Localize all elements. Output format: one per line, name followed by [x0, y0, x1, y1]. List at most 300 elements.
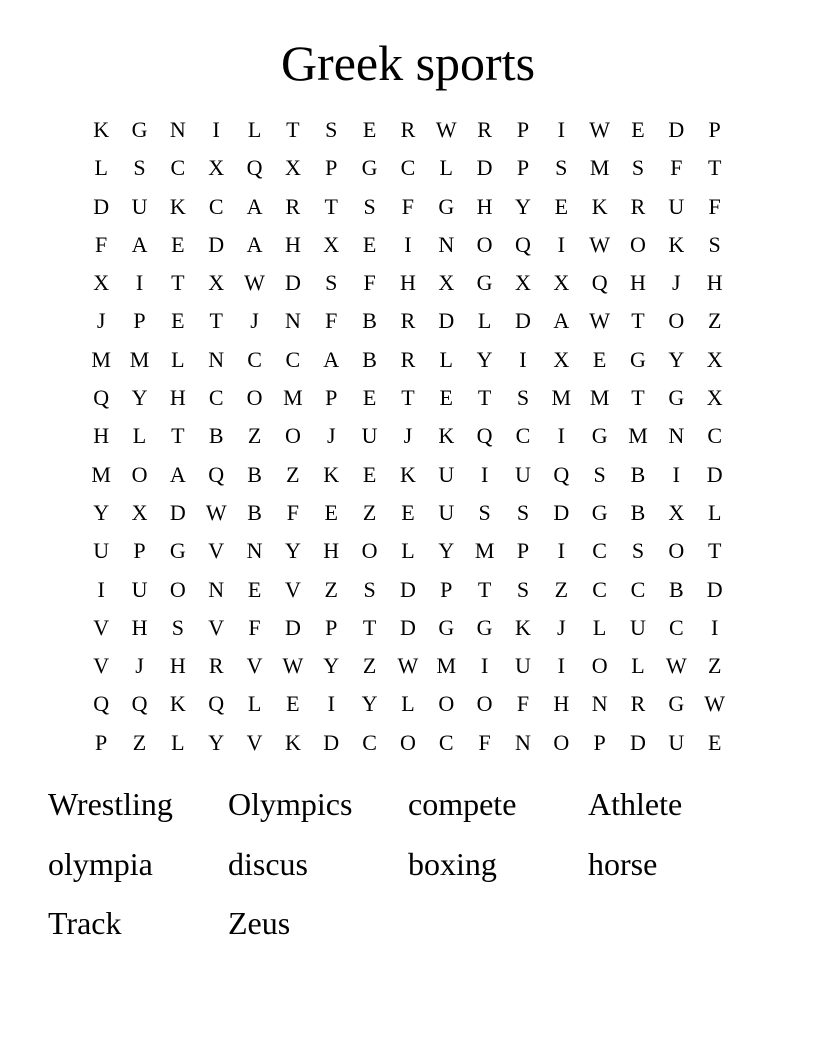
grid-cell[interactable]: N: [208, 346, 225, 372]
grid-cell[interactable]: Q: [476, 423, 493, 449]
grid-cell[interactable]: U: [93, 538, 110, 564]
grid-cell[interactable]: S: [593, 461, 606, 487]
grid-cell[interactable]: P: [516, 117, 530, 142]
grid-cell[interactable]: E: [286, 691, 300, 717]
grid-cell[interactable]: I: [212, 117, 220, 142]
word-list-item: compete: [408, 786, 517, 822]
grid-cell[interactable]: X: [131, 499, 148, 525]
grid-cell[interactable]: O: [630, 231, 646, 257]
grid-cell[interactable]: E: [171, 308, 185, 334]
grid-cell[interactable]: I: [557, 423, 565, 449]
grid-cell[interactable]: K: [399, 461, 416, 487]
grid-cell[interactable]: Q: [208, 461, 225, 487]
grid-cell[interactable]: U: [515, 461, 531, 487]
grid-cell[interactable]: K: [93, 117, 110, 142]
grid-cell[interactable]: H: [169, 653, 186, 679]
grid-cell[interactable]: G: [438, 193, 455, 219]
grid-cell[interactable]: F: [363, 270, 376, 296]
grid-cell[interactable]: D: [476, 155, 493, 181]
grid-cell[interactable]: U: [361, 423, 378, 449]
grid-cell[interactable]: T: [707, 155, 722, 181]
grid-cell[interactable]: T: [631, 308, 645, 334]
grid-cell[interactable]: U: [131, 576, 148, 602]
grid-cell[interactable]: W: [205, 499, 227, 525]
grid-cell[interactable]: W: [589, 231, 611, 257]
grid-cell[interactable]: E: [362, 385, 377, 411]
grid-cell[interactable]: I: [711, 614, 719, 640]
grid-cell[interactable]: C: [208, 193, 224, 219]
grid-cell[interactable]: W: [665, 653, 687, 679]
grid-cell[interactable]: R: [400, 117, 416, 142]
grid-cell[interactable]: D: [399, 576, 416, 602]
grid-cell[interactable]: P: [708, 117, 721, 142]
grid-cell[interactable]: B: [630, 461, 646, 487]
grid-cell[interactable]: Z: [554, 576, 569, 602]
grid-cell[interactable]: E: [362, 117, 377, 142]
grid-cell[interactable]: H: [323, 538, 340, 564]
grid-cell[interactable]: G: [591, 423, 608, 449]
grid-cell[interactable]: E: [362, 461, 377, 487]
grid-cell[interactable]: S: [363, 576, 376, 602]
grid-cell[interactable]: D: [553, 499, 570, 525]
grid-cell[interactable]: N: [208, 576, 225, 602]
grid-cell[interactable]: Y: [515, 193, 531, 219]
grid-cell[interactable]: T: [171, 423, 185, 449]
grid-cell[interactable]: U: [668, 193, 685, 219]
grid-cell[interactable]: V: [284, 576, 301, 602]
grid-cell[interactable]: F: [478, 729, 491, 755]
grid-cell[interactable]: O: [361, 538, 378, 564]
grid-cell[interactable]: P: [133, 538, 146, 564]
grid-cell[interactable]: K: [169, 193, 186, 219]
grid-cell[interactable]: O: [553, 729, 570, 755]
grid-cell[interactable]: W: [282, 653, 304, 679]
grid-cell[interactable]: X: [706, 385, 723, 411]
grid-cell[interactable]: S: [363, 193, 376, 219]
grid-cell[interactable]: U: [438, 461, 455, 487]
grid-cell[interactable]: X: [553, 346, 570, 372]
grid-cell[interactable]: M: [589, 155, 610, 181]
grid-cell[interactable]: C: [668, 614, 684, 640]
grid-cell[interactable]: L: [439, 155, 453, 181]
grid-cell[interactable]: G: [476, 614, 493, 640]
grid-cell[interactable]: X: [438, 270, 455, 296]
grid-cell[interactable]: U: [131, 193, 148, 219]
grid-cell[interactable]: H: [169, 385, 186, 411]
grid-cell[interactable]: D: [208, 231, 225, 257]
grid-cell[interactable]: G: [630, 346, 646, 372]
grid-cell[interactable]: U: [438, 499, 455, 525]
grid-cell[interactable]: A: [169, 461, 186, 487]
grid-cell[interactable]: H: [706, 270, 723, 296]
grid-cell[interactable]: O: [668, 538, 685, 564]
grid-cell[interactable]: P: [516, 538, 530, 564]
grid-cell[interactable]: O: [169, 576, 186, 602]
grid-cell[interactable]: Q: [246, 155, 263, 181]
grid-cell[interactable]: F: [670, 155, 683, 181]
grid-cell[interactable]: D: [706, 576, 723, 602]
grid-cell[interactable]: O: [668, 308, 685, 334]
grid-cell[interactable]: W: [704, 691, 726, 717]
grid-cell[interactable]: X: [284, 155, 301, 181]
grid-cell[interactable]: T: [707, 538, 722, 564]
grid-cell[interactable]: S: [133, 155, 146, 181]
grid-cell[interactable]: G: [476, 270, 493, 296]
grid-cell[interactable]: P: [133, 308, 146, 334]
grid-cell[interactable]: L: [439, 346, 453, 372]
grid-cell[interactable]: Q: [591, 270, 608, 296]
grid-cell[interactable]: O: [476, 231, 493, 257]
grid-cell[interactable]: C: [630, 576, 646, 602]
grid-cell[interactable]: F: [401, 193, 415, 219]
grid-cell[interactable]: B: [247, 461, 262, 487]
grid-cell[interactable]: Y: [361, 691, 378, 717]
grid-cell[interactable]: F: [708, 193, 721, 219]
grid-cell[interactable]: Y: [476, 346, 493, 372]
grid-row: [82, 302, 734, 340]
grid-cell[interactable]: J: [403, 423, 413, 449]
grid-cell[interactable]: E: [324, 499, 338, 525]
grid-cell[interactable]: P: [325, 614, 338, 640]
grid-cell[interactable]: Q: [93, 691, 110, 717]
grid-cell[interactable]: I: [97, 576, 105, 602]
grid-cell[interactable]: B: [362, 346, 377, 372]
grid-cell[interactable]: M: [551, 385, 572, 411]
grid-cell[interactable]: L: [171, 729, 185, 755]
grid-cell[interactable]: C: [592, 576, 607, 602]
grid-cell[interactable]: K: [515, 614, 531, 640]
grid-cell[interactable]: T: [171, 270, 185, 296]
grid-cell[interactable]: C: [400, 155, 416, 181]
grid-cell[interactable]: M: [283, 385, 303, 411]
grid-cell[interactable]: P: [593, 729, 606, 755]
grid-cell[interactable]: H: [630, 270, 646, 296]
grid-cell[interactable]: Y: [131, 385, 148, 411]
grid-cell[interactable]: I: [480, 653, 489, 679]
grid-cell[interactable]: D: [630, 729, 646, 755]
grid-cell[interactable]: T: [324, 193, 338, 219]
grid-cell[interactable]: K: [591, 193, 608, 219]
grid-cell[interactable]: L: [592, 614, 607, 640]
grid-cell[interactable]: F: [325, 308, 338, 334]
grid-cell[interactable]: I: [557, 117, 565, 142]
grid-cell[interactable]: Q: [553, 461, 570, 487]
grid-cell[interactable]: C: [515, 423, 531, 449]
grid-cell[interactable]: Q: [93, 385, 110, 411]
grid-cell[interactable]: C: [285, 346, 301, 372]
grid-cell[interactable]: T: [401, 385, 415, 411]
grid-cell[interactable]: R: [285, 193, 301, 219]
grid-cell[interactable]: L: [247, 691, 262, 717]
grid-cell[interactable]: C: [208, 385, 224, 411]
grid-cell[interactable]: Y: [93, 499, 110, 525]
grid-cell[interactable]: R: [400, 308, 416, 334]
grid-cell[interactable]: G: [591, 499, 608, 525]
grid-cell[interactable]: Z: [132, 729, 147, 755]
grid-cell[interactable]: B: [247, 499, 262, 525]
grid-cell[interactable]: N: [668, 423, 685, 449]
grid-cell[interactable]: M: [628, 423, 648, 449]
grid-cell[interactable]: L: [401, 538, 415, 564]
grid-cell[interactable]: G: [668, 691, 685, 717]
grid-cell[interactable]: A: [246, 231, 263, 257]
grid-cell[interactable]: Y: [208, 729, 225, 755]
grid-cell[interactable]: E: [362, 231, 377, 257]
grid-cell[interactable]: H: [131, 614, 148, 640]
grid-cell[interactable]: N: [246, 538, 263, 564]
grid-cell[interactable]: L: [132, 423, 147, 449]
grid-cell[interactable]: A: [131, 231, 148, 257]
grid-cell[interactable]: I: [557, 653, 565, 679]
grid-cell[interactable]: W: [589, 117, 611, 142]
grid-row: [82, 149, 734, 187]
grid-cell[interactable]: D: [399, 614, 416, 640]
grid-cell[interactable]: P: [325, 155, 338, 181]
grid-row: [82, 724, 734, 762]
grid-cell[interactable]: I: [557, 231, 565, 257]
grid-cell[interactable]: O: [438, 691, 455, 717]
grid-cell[interactable]: T: [286, 117, 300, 142]
grid-cell[interactable]: V: [208, 614, 225, 640]
grid-cell[interactable]: O: [131, 461, 148, 487]
grid-cell[interactable]: S: [708, 231, 721, 257]
grid-cell[interactable]: D: [438, 308, 455, 334]
grid-cell[interactable]: Q: [515, 231, 531, 257]
grid-cell[interactable]: I: [404, 231, 412, 257]
grid-cell[interactable]: M: [129, 346, 150, 372]
grid-cell[interactable]: L: [477, 308, 492, 334]
grid-cell[interactable]: J: [557, 614, 566, 640]
grid-cell[interactable]: F: [248, 614, 261, 640]
grid-cell[interactable]: B: [208, 423, 224, 449]
grid-cell[interactable]: R: [630, 691, 646, 717]
grid-cell[interactable]: R: [208, 653, 224, 679]
grid-cell[interactable]: K: [169, 691, 186, 717]
grid-cell[interactable]: Z: [247, 423, 262, 449]
grid-cell[interactable]: W: [244, 270, 265, 296]
grid-cell[interactable]: B: [668, 576, 684, 602]
grid-cell[interactable]: H: [476, 193, 493, 219]
grid-cell[interactable]: G: [438, 614, 455, 640]
grid-cell[interactable]: G: [169, 538, 186, 564]
grid-cell[interactable]: F: [95, 231, 108, 257]
grid-cell[interactable]: C: [438, 729, 454, 755]
grid-cell[interactable]: A: [553, 308, 570, 334]
grid-cell[interactable]: I: [480, 461, 489, 487]
grid-cell[interactable]: S: [516, 576, 530, 602]
grid-cell[interactable]: F: [516, 691, 530, 717]
grid-cell[interactable]: N: [284, 308, 301, 334]
grid-cell[interactable]: D: [284, 270, 301, 296]
grid-cell[interactable]: U: [630, 614, 646, 640]
grid-cell[interactable]: I: [519, 346, 527, 372]
grid-cell[interactable]: W: [397, 653, 419, 679]
grid-cell[interactable]: F: [286, 499, 300, 525]
grid-cell[interactable]: L: [247, 117, 262, 142]
grid-cell[interactable]: E: [401, 499, 415, 525]
grid-cell[interactable]: S: [631, 155, 645, 181]
grid-cell[interactable]: Y: [668, 346, 685, 372]
grid-row: [82, 226, 734, 264]
grid-cell[interactable]: X: [668, 499, 685, 525]
grid-cell[interactable]: S: [325, 117, 338, 142]
grid-cell[interactable]: M: [436, 653, 457, 679]
grid-cell[interactable]: B: [630, 499, 646, 525]
grid-cell[interactable]: C: [247, 346, 262, 372]
grid-row: [82, 264, 734, 302]
grid-cell[interactable]: J: [672, 270, 681, 296]
grid-cell[interactable]: Z: [707, 308, 722, 334]
grid-cell[interactable]: O: [399, 729, 416, 755]
grid-cell[interactable]: L: [171, 346, 185, 372]
grid-cell[interactable]: S: [516, 385, 530, 411]
grid-cell[interactable]: V: [93, 614, 110, 640]
grid-cell[interactable]: K: [438, 423, 455, 449]
grid-cell[interactable]: R: [630, 193, 646, 219]
grid-cell[interactable]: G: [361, 155, 378, 181]
grid-cell[interactable]: G: [131, 117, 148, 142]
grid-cell[interactable]: C: [707, 423, 723, 449]
grid-cell[interactable]: K: [284, 729, 301, 755]
grid-cell[interactable]: X: [515, 270, 531, 296]
grid-cell[interactable]: Q: [208, 691, 225, 717]
grid-cell[interactable]: D: [668, 117, 685, 142]
grid-cell[interactable]: R: [400, 346, 416, 372]
grid-cell[interactable]: M: [474, 538, 495, 564]
grid-row: [82, 494, 734, 532]
grid-cell[interactable]: R: [477, 117, 492, 142]
grid-cell[interactable]: T: [477, 576, 492, 602]
grid-cell[interactable]: D: [93, 193, 110, 219]
grid-cell[interactable]: V: [246, 653, 263, 679]
grid-cell[interactable]: S: [171, 614, 184, 640]
grid-cell[interactable]: X: [93, 270, 110, 296]
grid-cell[interactable]: I: [327, 691, 335, 717]
grid-cell[interactable]: P: [440, 576, 453, 602]
grid-cell[interactable]: N: [515, 729, 531, 755]
grid-cell[interactable]: O: [591, 653, 608, 679]
grid-cell[interactable]: U: [515, 653, 531, 679]
grid-cell[interactable]: H: [553, 691, 570, 717]
grid-cell[interactable]: C: [362, 729, 377, 755]
grid-cell[interactable]: D: [706, 461, 723, 487]
grid-row: [82, 417, 734, 455]
grid-cell[interactable]: Z: [362, 499, 377, 525]
grid-cell[interactable]: L: [401, 691, 415, 717]
grid-cell[interactable]: H: [284, 231, 301, 257]
grid-cell[interactable]: Z: [324, 576, 338, 602]
grid-cell[interactable]: D: [169, 499, 186, 525]
grid-cell[interactable]: O: [284, 423, 301, 449]
grid-cell[interactable]: N: [591, 691, 608, 717]
grid-cell[interactable]: S: [325, 270, 338, 296]
grid-cell[interactable]: I: [672, 461, 680, 487]
grid-cell[interactable]: T: [209, 308, 223, 334]
grid-cell[interactable]: J: [250, 308, 259, 334]
grid-cell[interactable]: K: [323, 461, 340, 487]
grid-cell[interactable]: W: [589, 308, 611, 334]
grid-cell[interactable]: X: [208, 270, 225, 296]
grid-cell[interactable]: S: [478, 499, 491, 525]
grid-cell[interactable]: M: [589, 385, 610, 411]
grid-cell[interactable]: X: [706, 346, 723, 372]
grid-cell[interactable]: P: [325, 385, 338, 411]
grid-cell[interactable]: P: [516, 155, 530, 181]
grid-cell[interactable]: D: [515, 308, 531, 334]
grid-cell[interactable]: J: [135, 653, 144, 679]
grid-cell[interactable]: Z: [707, 653, 722, 679]
grid-cell[interactable]: H: [399, 270, 416, 296]
grid-cell[interactable]: E: [707, 729, 722, 755]
grid-cell[interactable]: S: [631, 538, 645, 564]
grid-cell[interactable]: G: [668, 385, 685, 411]
grid-cell[interactable]: I: [557, 538, 565, 564]
grid-cell[interactable]: E: [439, 385, 453, 411]
grid-cell[interactable]: D: [284, 614, 301, 640]
grid-cell[interactable]: C: [592, 538, 607, 564]
grid-cell[interactable]: J: [96, 308, 106, 334]
grid-cell[interactable]: U: [668, 729, 685, 755]
grid-cell[interactable]: Z: [286, 461, 300, 487]
grid-cell[interactable]: V: [93, 653, 110, 679]
grid-cell[interactable]: M: [91, 461, 111, 487]
grid-cell[interactable]: Z: [362, 653, 377, 679]
grid-cell[interactable]: T: [631, 385, 645, 411]
grid-cell[interactable]: L: [707, 499, 722, 525]
grid-cell[interactable]: T: [362, 614, 377, 640]
grid-cell[interactable]: Y: [438, 538, 455, 564]
grid-cell[interactable]: P: [95, 729, 108, 755]
grid-cell[interactable]: X: [323, 231, 340, 257]
grid-cell[interactable]: Y: [323, 653, 340, 679]
grid-cell[interactable]: A: [323, 346, 340, 372]
grid-cell[interactable]: Q: [131, 691, 148, 717]
grid-cell[interactable]: O: [476, 691, 493, 717]
grid-cell[interactable]: O: [246, 385, 263, 411]
grid-cell[interactable]: E: [592, 346, 607, 372]
grid-cell[interactable]: L: [631, 653, 645, 679]
grid-cell[interactable]: V: [246, 729, 263, 755]
letter-grid[interactable]: [82, 111, 734, 762]
grid-cell[interactable]: V: [208, 538, 225, 564]
grid-cell[interactable]: T: [477, 385, 492, 411]
grid-cell[interactable]: E: [554, 193, 569, 219]
grid-cell[interactable]: S: [516, 499, 530, 525]
grid-cell[interactable]: N: [169, 117, 186, 142]
grid-row: [82, 647, 734, 685]
grid-cell[interactable]: C: [170, 155, 186, 181]
grid-cell[interactable]: S: [555, 155, 568, 181]
grid-cell[interactable]: N: [438, 231, 455, 257]
grid-cell[interactable]: E: [247, 576, 262, 602]
grid-cell[interactable]: B: [362, 308, 377, 334]
grid-cell[interactable]: W: [435, 117, 457, 142]
grid-cell[interactable]: M: [91, 346, 111, 372]
grid-cell[interactable]: X: [208, 155, 225, 181]
grid-cell[interactable]: J: [326, 423, 336, 449]
grid-cell[interactable]: E: [171, 231, 185, 257]
grid-cell[interactable]: Y: [284, 538, 301, 564]
grid-cell[interactable]: D: [323, 729, 340, 755]
grid-cell[interactable]: K: [668, 231, 685, 257]
word-list-item: discus: [228, 845, 308, 882]
grid-cell[interactable]: H: [93, 423, 110, 449]
grid-cell[interactable]: L: [94, 155, 108, 181]
grid-cell[interactable]: X: [553, 270, 570, 296]
grid-cell[interactable]: I: [135, 270, 144, 296]
grid-cell[interactable]: A: [246, 193, 263, 219]
grid-cell[interactable]: E: [631, 117, 645, 142]
